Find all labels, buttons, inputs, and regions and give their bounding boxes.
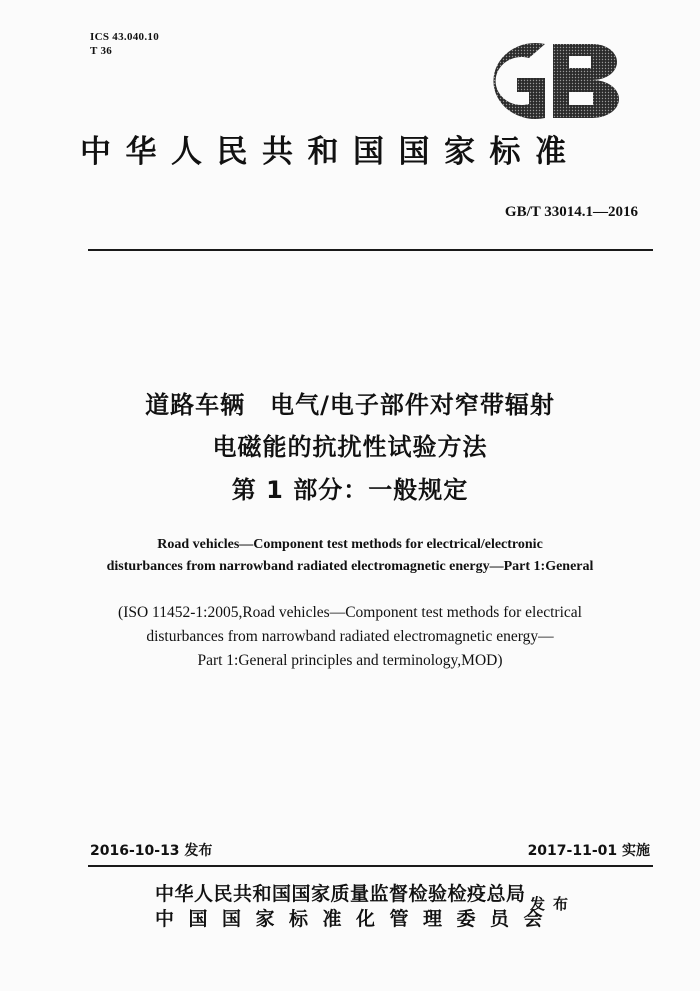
ics-code: ICS 43.040.10	[90, 31, 159, 43]
iso-reference-line-2: disturbances from narrowband radiated electromagnetic energy—	[146, 628, 554, 645]
implementation-date: 2017-11-01 实施	[527, 843, 650, 859]
publisher-suffix: 发布	[530, 895, 577, 913]
iso-reference-line-3: Part 1:General principles and terminology,MOD)	[197, 652, 503, 669]
footer-divider	[88, 865, 653, 867]
gb-logo	[481, 40, 619, 122]
standard-code: GB/T 33014.1—2016	[504, 204, 638, 220]
title-en-line-2: disturbances from narrowband radiated electromagnetic energy—Part 1:General	[106, 559, 594, 574]
publisher-line-2: 中国国家标准化管理委员会	[155, 908, 558, 930]
classification-codes	[90, 30, 159, 58]
title-cn-line-3: 第 1 部分：一般规定	[231, 476, 469, 504]
title-en-line-1: Road vehicles—Component test methods for electrical/electronic	[157, 537, 543, 552]
ccs-code: T 36	[90, 45, 113, 57]
title-cn-line-1: 道路车辆 电气/电子部件对窄带辐射	[145, 391, 555, 419]
iso-reference-line-1: (ISO 11452-1:2005,Road vehicles—Component test methods for electrical	[118, 604, 582, 621]
publisher-line-1: 中华人民共和国国家质量监督检验检疫总局	[155, 883, 526, 905]
issue-date: 2016-10-13 发布	[90, 843, 213, 859]
header-divider	[88, 249, 653, 251]
title-cn-line-2: 电磁能的抗扰性试验方法	[212, 433, 488, 461]
standard-category: 中华人民共和国国家标准	[80, 134, 581, 170]
